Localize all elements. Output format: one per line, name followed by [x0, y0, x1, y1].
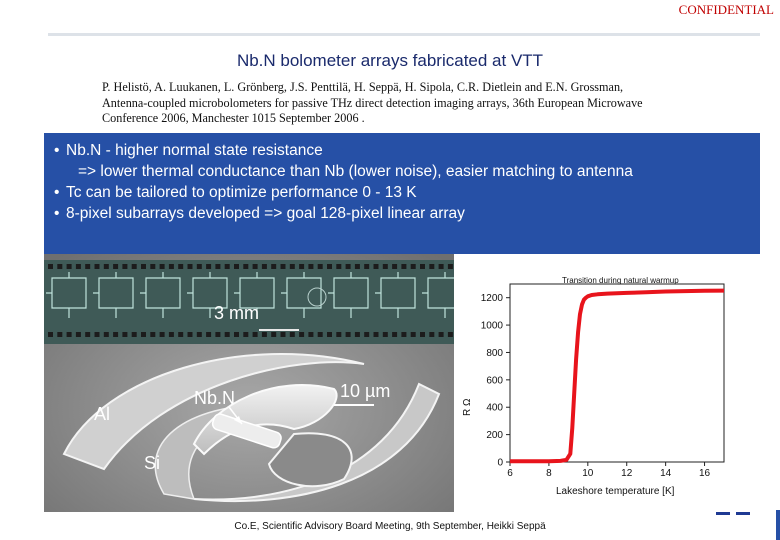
resistance-chart — [456, 256, 760, 510]
slide-title: Nb.N bolometer arrays fabricated at VTT — [236, 51, 544, 70]
scale-label-top: 3 mm — [214, 303, 259, 323]
bullet-item: • Tc can be tailored to optimize performance 0 - 13 K — [54, 184, 417, 201]
logo-marks — [710, 502, 750, 520]
chart-x-label: Lakeshore temperature [K] — [556, 486, 675, 497]
edge-accent — [776, 510, 780, 540]
chart-series-line — [510, 291, 724, 462]
y-tick-label: 1000 — [480, 320, 503, 332]
footer-text: Co.E, Scientific Advisory Board Meeting, 9th September, Heikki Seppä — [234, 521, 546, 532]
bullet-continuation: => lower thermal conductance than Nb (lower noise), easier matching to antenna — [78, 163, 633, 180]
x-tick-label: 14 — [660, 468, 672, 479]
material-label-si: Si — [144, 453, 161, 473]
x-tick-label: 8 — [546, 468, 552, 479]
bullet-item: • 8-pixel subarrays developed => goal 128-pixel linear array — [54, 205, 465, 222]
x-tick-label: 16 — [698, 468, 711, 479]
chart-plot-frame — [510, 284, 724, 462]
citation: P. Helistö, A. Luukanen, L. Grönberg, J.S. Penttilä, H. Seppä, H. Sipola, C.R. Dietlein and E.N. Grossman, Antenna-coupled microbolometers for passive THz direct detection imaging arrays, 36th European Microwave Conference 2006, Manchester 1015 September 2006 . — [102, 80, 643, 125]
y-tick-label: 600 — [486, 375, 503, 387]
confidential-label: CONFIDENTIAL — [678, 2, 774, 17]
chart-title: Transition during natural warmup — [562, 276, 679, 285]
x-tick-label: 10 — [582, 468, 594, 479]
x-tick-label: 12 — [621, 468, 633, 479]
material-label-al: Al — [94, 404, 111, 424]
bullet-text: Tc can be tailored to optimize performance 0 - 13 K — [66, 184, 417, 201]
top-divider — [48, 33, 760, 36]
y-tick-label: 800 — [486, 347, 503, 359]
bullet-panel — [44, 133, 760, 254]
bullet-item: • Nb.N - higher normal state resistance => lower thermal conductance than Nb (lower noise), easier matching to antenna — [54, 140, 760, 182]
scale-label-bottom: 10 µm — [340, 381, 391, 401]
y-tick-label: 0 — [497, 457, 503, 469]
bolometer-micrograph — [44, 254, 454, 512]
bullet-text: 8-pixel subarrays developed => goal 128-pixel linear array — [66, 205, 465, 222]
y-tick-label: 200 — [486, 430, 503, 442]
material-label-nbn: Nb.N — [194, 388, 236, 408]
y-tick-label: 1200 — [480, 293, 503, 305]
array-strip — [44, 260, 454, 344]
y-tick-label: 400 — [486, 402, 503, 414]
x-tick-label: 6 — [507, 468, 513, 479]
bullet-text: Nb.N - higher normal state resistance — [66, 142, 323, 159]
chart-y-label: R Ω — [462, 398, 473, 416]
